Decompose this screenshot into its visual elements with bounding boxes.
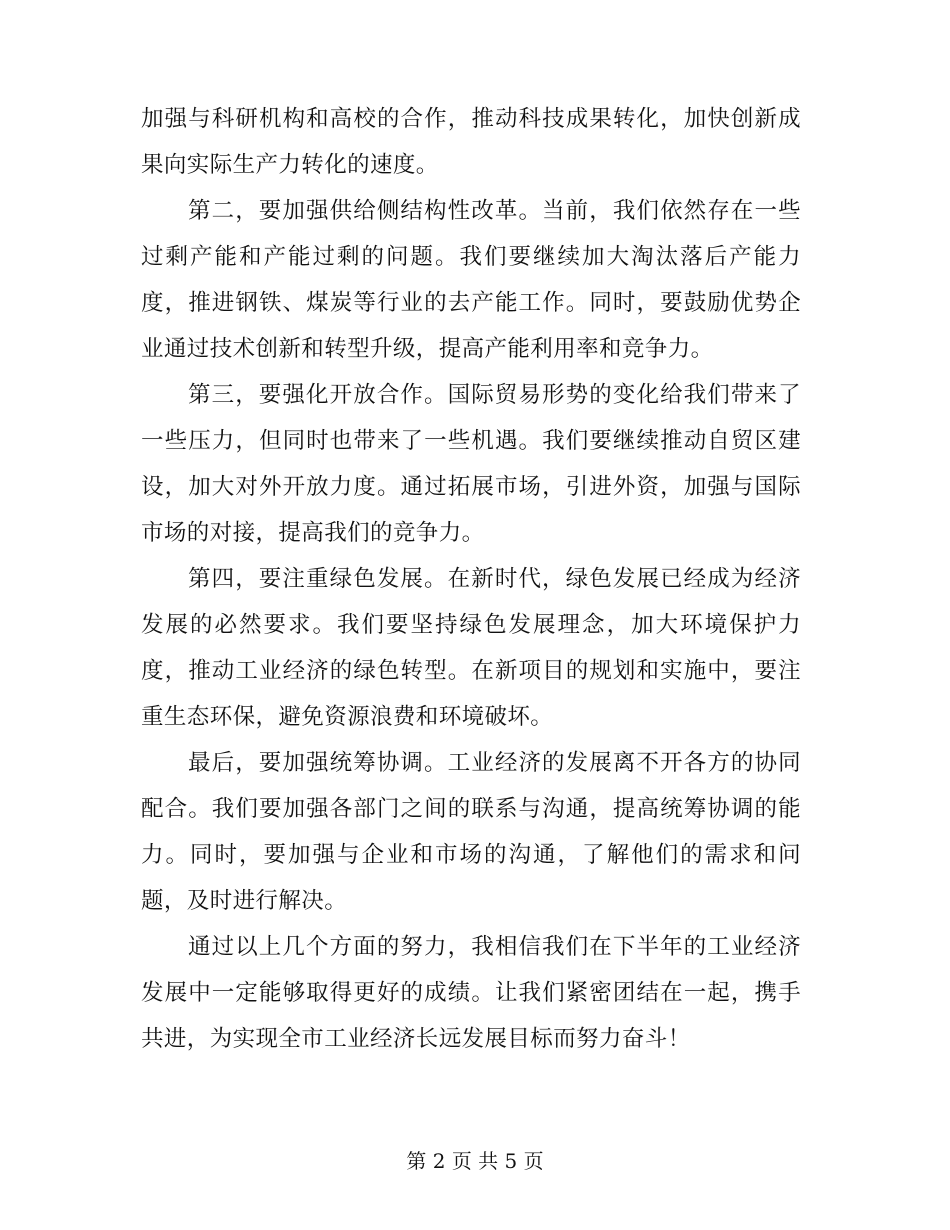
paragraph-fourth-point: 第四，要注重绿色发展。在新时代，绿色发展已经成为经济发展的必然要求。我们要坚持绿色发展理念，加大环境保护力度，推动工业经济的绿色转型。在新项目的规划和实施中，要注重生态环保，避免资源浪费和环境破坏。 [141,566,801,730]
paragraph-third-point: 第三，要强化开放合作。国际贸易形势的变化给我们带来了一些压力，但同时也带来了一些机遇。我们要继续推动自贸区建设，加大对外开放力度。通过拓展市场，引进外资，加强与国际市场的对接，提高我们的竞争力。 [141,382,801,546]
paragraph-continuation: 加强与科研机构和高校的合作，推动科技成果转化，加快创新成果向实际生产力转化的速度。 [141,106,801,178]
document-body [141,96,801,1062]
paragraph-second-point: 第二，要加强供给侧结构性改革。当前，我们依然存在一些过剩产能和产能过剩的问题。我们要继续加大淘汰落后产能力度，推进钢铁、煤炭等行业的去产能工作。同时，要鼓励优势企业通过技术创新和转型升级，提高产能利用率和竞争力。 [141,198,801,362]
paragraph-final-point: 最后，要加强统筹协调。工业经济的发展离不开各方的协同配合。我们要加强各部门之间的联系与沟通，提高统筹协调的能力。同时，要加强与企业和市场的沟通，了解他们的需求和问题，及时进行解决。 [141,750,801,914]
paragraph-conclusion: 通过以上几个方面的努力，我相信我们在下半年的工业经济发展中一定能够取得更好的成绩。让我们紧密团结在一起，携手共进，为实现全市工业经济长远发展目标而努力奋斗！ [141,934,801,1052]
page-number-footer: 第 2 页 共 5 页 [406,1149,544,1173]
